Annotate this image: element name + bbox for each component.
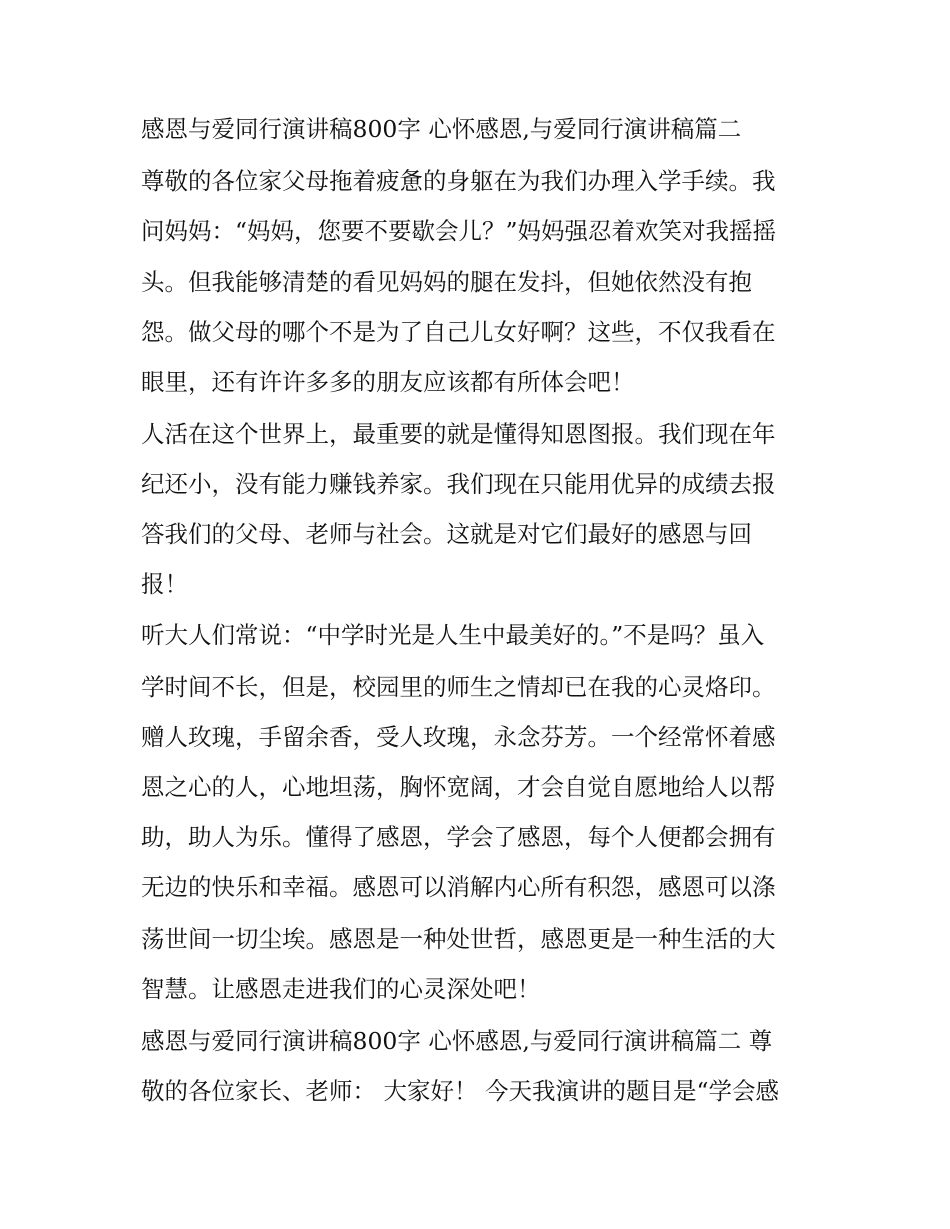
paragraph-4-line-1: 感恩与爱同行演讲稿800字 心怀感恩,与爱同行演讲稿篇二 尊 xyxy=(141,1027,773,1055)
paragraph-1-line-3: 头。但我能够清楚的看见妈妈的腿在发抖，但她依然没有抱 xyxy=(141,268,752,296)
paragraph-3-line-6: 无边的快乐和幸福。感恩可以消解内心所有积怨，感恩可以涤 xyxy=(141,873,776,901)
paragraph-1-line-5: 眼里，还有许许多多的朋友应该都有所体会吧！ xyxy=(141,368,635,396)
paragraph-3-line-1: 听大人们常说：“中学时光是人生中最美好的。”不是吗？虽入 xyxy=(141,621,765,649)
paragraph-3-line-8: 智慧。让感恩走进我们的心灵深处吧！ xyxy=(141,975,541,1003)
title-line: 感恩与爱同行演讲稿800字 心怀感恩,与爱同行演讲稿篇二 xyxy=(141,115,742,143)
paragraph-2-line-1: 人活在这个世界上，最重要的就是懂得知恩图报。我们现在年 xyxy=(141,420,776,448)
paragraph-4-line-2: 敬的各位家长、老师： 大家好！ 今天我演讲的题目是“学会感 xyxy=(141,1077,779,1105)
paragraph-1-line-2: 问妈妈：“妈妈，您要不要歇会儿？”妈妈强忍着欢笑对我摇摇 xyxy=(141,217,777,245)
paragraph-1-line-1: 尊敬的各位家父母拖着疲惫的身躯在为我们办理入学手续。我 xyxy=(141,167,776,195)
paragraph-3-line-5: 助，助人为乐。懂得了感恩，学会了感恩，每个人便都会拥有 xyxy=(141,823,776,851)
paragraph-3-line-7: 荡世间一切尘埃。感恩是一种处世哲，感恩更是一种生活的大 xyxy=(141,925,776,953)
paragraph-2-line-2: 纪还小，没有能力赚钱养家。我们现在只能用优异的成绩去报 xyxy=(141,470,776,498)
paragraph-2-line-4: 报！ xyxy=(141,570,188,598)
paragraph-3-line-3: 赠人玫瑰，手留余香，受人玫瑰，永念芬芳。一个经常怀着感 xyxy=(141,723,776,751)
paragraph-3-line-4: 恩之心的人，心地坦荡，胸怀宽阔，才会自觉自愿地给人以帮 xyxy=(141,773,776,801)
paragraph-2-line-3: 答我们的父母、老师与社会。这就是对它们最好的感恩与回 xyxy=(141,520,752,548)
paragraph-1-line-4: 怨。做父母的哪个不是为了自己儿女好啊？这些，不仅我看在 xyxy=(141,318,776,346)
paragraph-3-line-2: 学时间不长，但是，校园里的师生之情却已在我的心灵烙印。 xyxy=(141,673,776,701)
